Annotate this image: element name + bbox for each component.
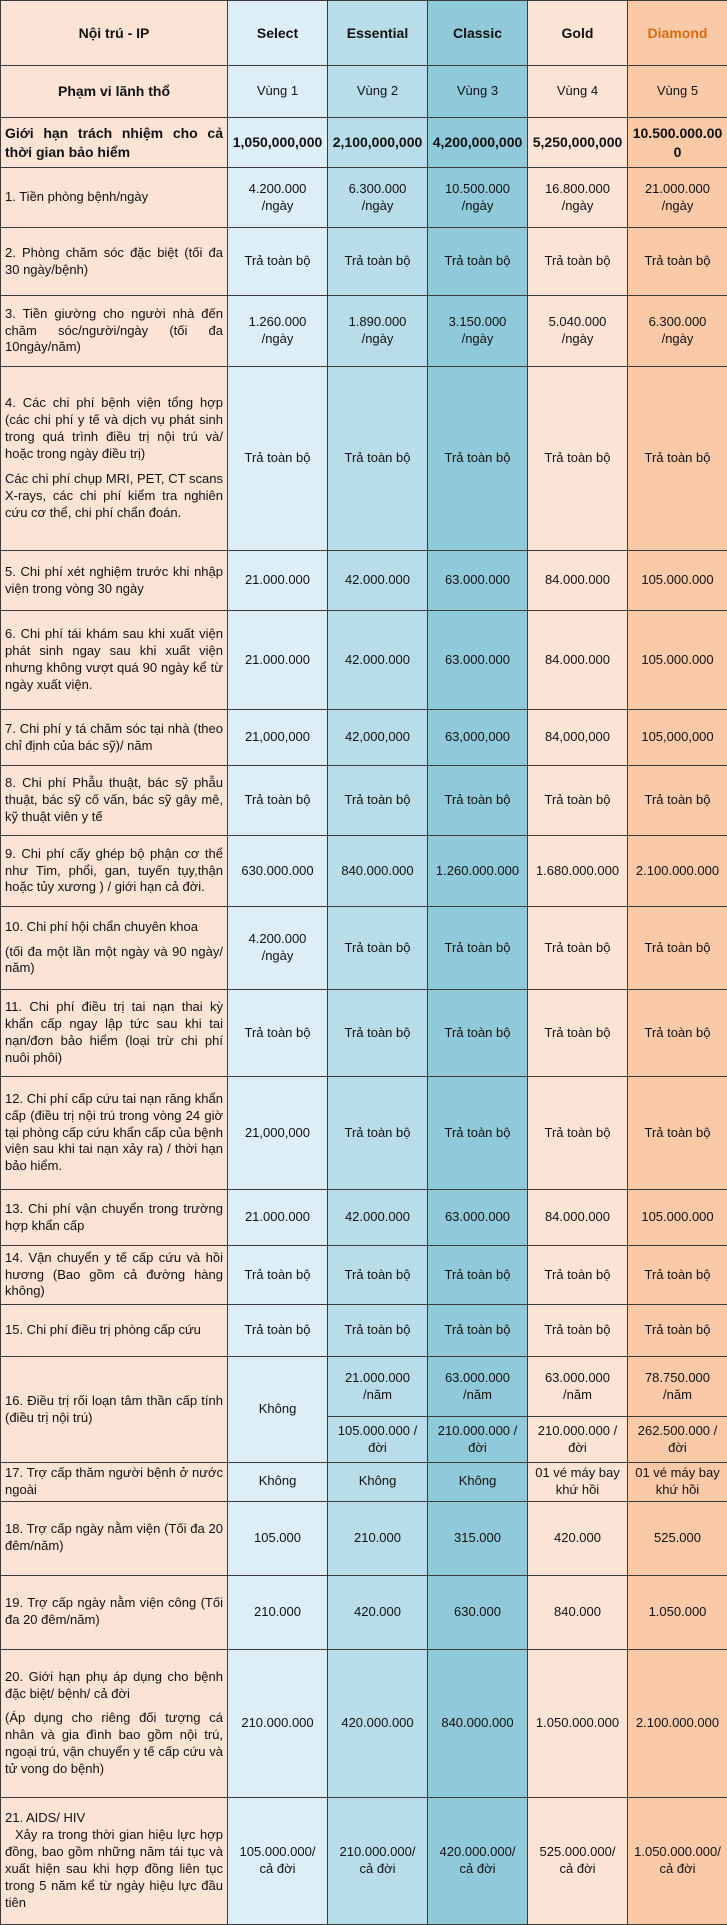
cell: 10.500.000 /ngày	[428, 168, 528, 228]
cell: 21.000.000 /năm	[328, 1357, 428, 1417]
cell: 1.260.000 /ngày	[228, 296, 328, 367]
cell: 105.000.000	[628, 551, 727, 611]
table-row	[1, 1357, 727, 1417]
cell: 3.150.000 /ngày	[428, 296, 528, 367]
limit-row	[1, 118, 727, 168]
cell: Trả toàn bộ	[628, 907, 727, 990]
row-label-main: 4. Các chi phí bệnh viện tổng hợp (các chi phí y tế và dịch vụ phát sinh trong quá trình điều trị nội trú và/ hoặc trong ngày điều trị)	[5, 395, 223, 461]
cell: 84.000.000	[528, 1190, 628, 1246]
cell: 420.000	[528, 1501, 628, 1575]
cell: Trả toàn bộ	[628, 228, 727, 296]
cell: 63.000.000	[428, 611, 528, 710]
cell: 105.000.000 /đời	[328, 1417, 428, 1463]
row-label: 12. Chi phí cấp cứu tai nạn răng khẩn cấp (điều trị nội trú trong vòng 24 giờ tại phòng cấp cứu khẩn cấp của bệnh viện sau khi tai nạn xảy ra) / thời hạn bảo hiểm.	[1, 1077, 228, 1190]
cell: 6.300.000 /ngày	[328, 168, 428, 228]
territory-label: Phạm vi lãnh thổ	[1, 66, 228, 118]
row-label: 5. Chi phí xét nghiệm trước khi nhập viện trong vòng 30 ngày	[1, 551, 228, 611]
cell: Trả toàn bộ	[328, 990, 428, 1077]
table-row	[1, 1575, 727, 1649]
cell: 525.000	[628, 1501, 727, 1575]
cell: 840.000.000	[428, 1649, 528, 1797]
cell: 210.000.000	[228, 1649, 328, 1797]
cell: Trả toàn bộ	[428, 367, 528, 551]
table-row	[1, 1463, 727, 1502]
table-row	[1, 168, 727, 228]
territory-row	[1, 66, 727, 118]
plan-diamond: Diamond	[628, 1, 727, 66]
cell: Không	[228, 1463, 328, 1502]
cell: 5,250,000,000	[528, 118, 628, 168]
table-row	[1, 228, 727, 296]
row-label: 17. Trợ cấp thăm người bệnh ở nước ngoài	[1, 1463, 228, 1502]
cell: 210.000.000 /đời	[528, 1417, 628, 1463]
table-row	[1, 836, 727, 907]
cell: 6.300.000 /ngày	[628, 296, 727, 367]
cell: Không	[328, 1463, 428, 1502]
cell: Vùng 3	[428, 66, 528, 118]
table-row	[1, 551, 727, 611]
row-label: 7. Chi phí y tá chăm sóc tại nhà (theo chỉ định của bác sỹ)/ năm	[1, 710, 228, 766]
row-label: 9. Chi phí cấy ghép bộ phận cơ thể như Tim, phổi, gan, tuyến tụy,thận hoặc tủy xương ) / giới hạn cả đời.	[1, 836, 228, 907]
cell: 21.000.000 /ngày	[628, 168, 727, 228]
cell: 1,050,000,000	[228, 118, 328, 168]
cell: 21,000,000	[228, 1077, 328, 1190]
cell: Trả toàn bộ	[228, 990, 328, 1077]
row-label	[1, 907, 228, 990]
cell: 84.000.000	[528, 611, 628, 710]
cell: 630.000	[428, 1575, 528, 1649]
table-row	[1, 766, 727, 836]
cell: Trả toàn bộ	[428, 907, 528, 990]
cell: 4.200.000 /ngày	[228, 168, 328, 228]
cell: Trả toàn bộ	[328, 907, 428, 990]
row-label: 19. Trợ cấp ngày nằm viện công (Tối đa 20 đêm/năm)	[1, 1575, 228, 1649]
row-label-note: (Áp dụng cho riêng đối tượng cá nhân và gia đình bao gồm nội trú, ngoại trú, vận chuyển y tế cấp cứu và tử vong do bệnh)	[5, 1710, 223, 1778]
cell: Trả toàn bộ	[628, 1305, 727, 1357]
cell: 1.890.000 /ngày	[328, 296, 428, 367]
table-row	[1, 710, 727, 766]
plan-select: Select	[228, 1, 328, 66]
cell: 1.260.000.000	[428, 836, 528, 907]
table-row	[1, 611, 727, 710]
cell: 105.000.000/ cả đời	[228, 1797, 328, 1924]
cell: 525.000.000/ cả đời	[528, 1797, 628, 1924]
cell: Vùng 4	[528, 66, 628, 118]
table-row	[1, 907, 727, 990]
cell: 262.500.000 /đời	[628, 1417, 727, 1463]
row-label-note: Xảy ra trong thời gian hiệu lực hợp đồng, bao gồm những năm tái tục và xuất hiện sau khi hợp đồng liên tục trong 5 năm kể từ ngày hiệu lực đầu tiên	[5, 1827, 223, 1911]
cell: Trả toàn bộ	[228, 1305, 328, 1357]
cell: 420.000	[328, 1575, 428, 1649]
row-label: 3. Tiền giường cho người nhà đến chăm sóc/người/ngày (tối đa 10ngày/năm)	[1, 296, 228, 367]
cell: Trả toàn bộ	[328, 1246, 428, 1305]
plan-essential: Essential	[328, 1, 428, 66]
cell: Trả toàn bộ	[428, 990, 528, 1077]
cell: 01 vé máy bay khứ hồi	[628, 1463, 727, 1502]
header-row	[1, 1, 727, 66]
cell: 63.000.000 /năm	[428, 1357, 528, 1417]
row-label	[1, 1797, 228, 1924]
row-label: 11. Chi phí điều trị tai nạn thai kỳ khẩn cấp ngay lập tức sau khi tai nạn/đơn bảo hiểm (loại trừ chi phí nuôi phôi)	[1, 990, 228, 1077]
cell: 2,100,000,000	[328, 118, 428, 168]
cell: 1.050.000.000/ cả đời	[628, 1797, 727, 1924]
cell: Không	[428, 1463, 528, 1502]
cell: 105.000.000	[628, 611, 727, 710]
cell: Trả toàn bộ	[228, 766, 328, 836]
row-label	[1, 1649, 228, 1797]
cell: 315.000	[428, 1501, 528, 1575]
table-row	[1, 1077, 727, 1190]
cell: 42.000.000	[328, 611, 428, 710]
cell: Không	[228, 1357, 328, 1463]
cell: Trả toàn bộ	[628, 1077, 727, 1190]
cell: 63.000.000	[428, 551, 528, 611]
cell: 21.000.000	[228, 1190, 328, 1246]
table-row	[1, 990, 727, 1077]
cell: 78.750.000 /năm	[628, 1357, 727, 1417]
row-label-main: 21. AIDS/ HIV	[5, 1810, 85, 1825]
cell: Vùng 2	[328, 66, 428, 118]
cell: 1.680.000.000	[528, 836, 628, 907]
cell: Trả toàn bộ	[228, 228, 328, 296]
cell: 105.000	[228, 1501, 328, 1575]
cell: 840.000	[528, 1575, 628, 1649]
table-row	[1, 1246, 727, 1305]
cell: 5.040.000 /ngày	[528, 296, 628, 367]
cell: 63.000.000 /năm	[528, 1357, 628, 1417]
cell: 1.050.000.000	[528, 1649, 628, 1797]
cell: Trả toàn bộ	[328, 1305, 428, 1357]
cell: 21.000.000	[228, 611, 328, 710]
cell: 21,000,000	[228, 710, 328, 766]
cell: 4,200,000,000	[428, 118, 528, 168]
row-label-note: Các chi phí chụp MRI, PET, CT scans X-rays, các chi phí kiểm tra nghiên cứu cơ thể, chi phí chẩn đoán.	[5, 471, 223, 522]
cell: Trả toàn bộ	[528, 907, 628, 990]
cell: 210.000.000/ cả đời	[328, 1797, 428, 1924]
cell: Trả toàn bộ	[628, 367, 727, 551]
cell: Trả toàn bộ	[528, 1077, 628, 1190]
cell: Trả toàn bộ	[628, 990, 727, 1077]
table-row	[1, 1190, 727, 1246]
cell: 63,000,000	[428, 710, 528, 766]
cell: Trả toàn bộ	[428, 1305, 528, 1357]
cell: 01 vé máy bay khứ hồi	[528, 1463, 628, 1502]
cell: Trả toàn bộ	[628, 1246, 727, 1305]
plan-classic: Classic	[428, 1, 528, 66]
cell: 1.050.000	[628, 1575, 727, 1649]
row-label: 16. Điều trị rối loạn tâm thần cấp tính (điều trị nội trú)	[1, 1357, 228, 1463]
cell: 840.000.000	[328, 836, 428, 907]
row-label-note: (tối đa một lần một ngày và 90 ngày/ năm)	[5, 944, 223, 978]
cell: Trả toàn bộ	[328, 367, 428, 551]
cell: Trả toàn bộ	[528, 228, 628, 296]
cell: 105.000.000	[628, 1190, 727, 1246]
table-row	[1, 1501, 727, 1575]
row-label: 14. Vận chuyển y tế cấp cứu và hồi hương (Bao gồm cả đường hàng không)	[1, 1246, 228, 1305]
cell: Trả toàn bộ	[228, 367, 328, 551]
cell: 2.100.000.000	[628, 1649, 727, 1797]
cell: Trả toàn bộ	[628, 766, 727, 836]
cell: Trả toàn bộ	[328, 766, 428, 836]
cell: 84,000,000	[528, 710, 628, 766]
cell: 42.000.000	[328, 1190, 428, 1246]
table-row	[1, 1797, 727, 1924]
cell: 16.800.000 /ngày	[528, 168, 628, 228]
cell: Trả toàn bộ	[428, 1077, 528, 1190]
cell: 105,000,000	[628, 710, 727, 766]
cell: Trả toàn bộ	[428, 1246, 528, 1305]
cell: 630.000.000	[228, 836, 328, 907]
cell: 84.000.000	[528, 551, 628, 611]
row-label-main: 20. Giới hạn phụ áp dụng cho bệnh đặc biệt/ bệnh/ cả đời	[5, 1669, 223, 1701]
row-label: 18. Trợ cấp ngày nằm viện (Tối đa 20 đêm/năm)	[1, 1501, 228, 1575]
cell: Trả toàn bộ	[528, 990, 628, 1077]
header-label: Nội trú - IP	[1, 1, 228, 66]
cell: 420.000.000	[328, 1649, 428, 1797]
cell: Vùng 1	[228, 66, 328, 118]
table-row	[1, 1649, 727, 1797]
plan-gold: Gold	[528, 1, 628, 66]
cell: 42.000.000	[328, 551, 428, 611]
cell: Trả toàn bộ	[428, 228, 528, 296]
table-row	[1, 296, 727, 367]
cell: 210.000	[328, 1501, 428, 1575]
table-row	[1, 1305, 727, 1357]
row-label: 13. Chi phí vận chuyển trong trường hợp khẩn cấp	[1, 1190, 228, 1246]
cell: Trả toàn bộ	[528, 1305, 628, 1357]
cell: 210.000	[228, 1575, 328, 1649]
table-row	[1, 367, 727, 551]
cell: Trả toàn bộ	[328, 1077, 428, 1190]
cell: Trả toàn bộ	[228, 1246, 328, 1305]
cell: 42,000,000	[328, 710, 428, 766]
cell: 21.000.000	[228, 551, 328, 611]
row-label: 1. Tiền phòng bệnh/ngày	[1, 168, 228, 228]
cell: Trả toàn bộ	[528, 766, 628, 836]
limit-label: Giới hạn trách nhiệm cho cả thời gian bảo hiểm	[1, 118, 228, 168]
row-label: 6. Chi phí tái khám sau khi xuất viện phát sinh ngay sau khi xuất viện nhưng không vượt quá 90 ngày kể từ ngày xuất viện.	[1, 611, 228, 710]
cell: Trả toàn bộ	[528, 1246, 628, 1305]
row-label: 8. Chi phí Phẫu thuật, bác sỹ phẫu thuật, bác sỹ cố vấn, bác sỹ gây mê, kỹ thuật viên y tế	[1, 766, 228, 836]
cell: 420.000.000/ cả đời	[428, 1797, 528, 1924]
cell: Trả toàn bộ	[528, 367, 628, 551]
cell: 10.500.000.000	[628, 118, 727, 168]
cell: 2.100.000.000	[628, 836, 727, 907]
cell: 210.000.000 /đời	[428, 1417, 528, 1463]
cell: Trả toàn bộ	[328, 228, 428, 296]
cell: Vùng 5	[628, 66, 727, 118]
cell: Trả toàn bộ	[428, 766, 528, 836]
row-label-main: 10. Chi phí hội chẩn chuyên khoa	[5, 919, 198, 934]
row-label: 2. Phòng chăm sóc đặc biệt (tối đa 30 ngày/bệnh)	[1, 228, 228, 296]
cell: 63.000.000	[428, 1190, 528, 1246]
cell: 4.200.000 /ngày	[228, 907, 328, 990]
row-label: 15. Chi phí điều trị phòng cấp cứu	[1, 1305, 228, 1357]
row-label	[1, 367, 228, 551]
